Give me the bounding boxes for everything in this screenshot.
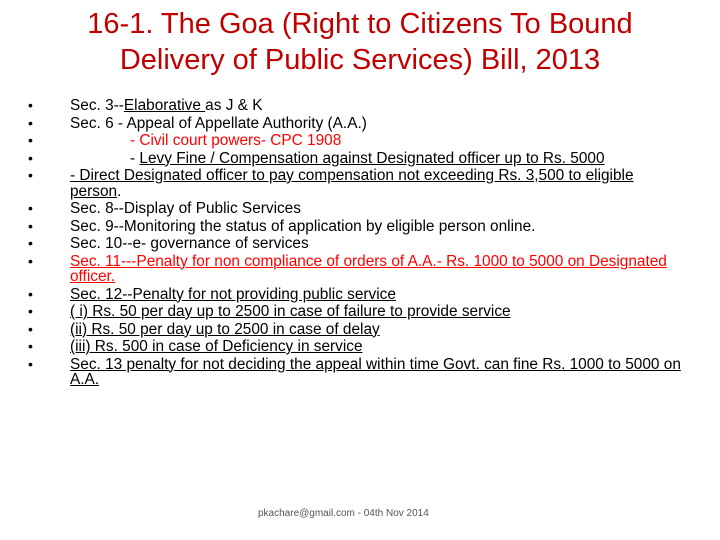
list-item: • - Civil court powers- CPC 1908: [28, 132, 342, 149]
list-item: • (ii) Rs. 50 per day up to 2500 in case of delay: [28, 320, 380, 338]
bullet-icon: •: [28, 114, 33, 131]
list-item: • Sec. 6 - Appeal of Appellate Authority (A.A.): [28, 114, 367, 132]
bullet-icon: •: [28, 285, 33, 302]
bullet-icon: •: [28, 320, 33, 337]
bullet-icon: •: [28, 167, 33, 183]
bullet-icon: •: [28, 97, 33, 113]
list-item: • Sec. 12--Penalty for not providing public service: [28, 285, 396, 303]
page-title: [20, 6, 700, 78]
bullet-icon: •: [28, 132, 33, 148]
bullet-icon: •: [28, 149, 33, 166]
bullet-icon: •: [28, 303, 33, 319]
list-item: • ( i) Rs. 50 per day up to 2500 in case of failure to provide service: [28, 303, 511, 320]
list-item: • Sec. 10--e- governance of services: [28, 235, 309, 252]
bullet-icon: •: [28, 252, 33, 269]
bullet-icon: •: [28, 200, 33, 216]
title-line-1: 16-1. The Goa (Right to Citizens To Bound: [87, 8, 633, 40]
bullet-icon: •: [28, 355, 33, 372]
footer-credit: pkachare@gmail.com - 04th Nov 2014: [258, 508, 429, 519]
list-item: • Sec. 13 penalty for not deciding the appeal within time Govt. can fine Rs. 1000 to 5000 on A.A.: [28, 355, 681, 388]
bullet-icon: •: [28, 217, 33, 234]
list-item: • - Direct Designated officer to pay compensation not exceeding Rs. 3,500 to eligible person.: [28, 167, 634, 200]
list-item: • Sec. 8--Display of Public Services: [28, 200, 301, 217]
list-item: • Sec. 9--Monitoring the status of application by eligible person online.: [28, 217, 536, 235]
bullet-icon: •: [28, 235, 33, 251]
list-item: • (iii) Rs. 500 in case of Deficiency in service: [28, 338, 363, 355]
list-item: • Sec. 11---Penalty for non compliance of orders of A.A.- Rs. 1000 to 5000 on Designated officer.: [28, 252, 667, 285]
bullet-list: [28, 98, 688, 390]
title-line-2: Delivery of Public Services) Bill, 2013: [119, 44, 601, 76]
bullet-icon: •: [28, 338, 33, 354]
list-item: • - Levy Fine / Compensation against Designated officer up to Rs. 5000: [28, 149, 605, 167]
list-item: • Sec. 3--Elaborative as J & K: [28, 97, 263, 114]
